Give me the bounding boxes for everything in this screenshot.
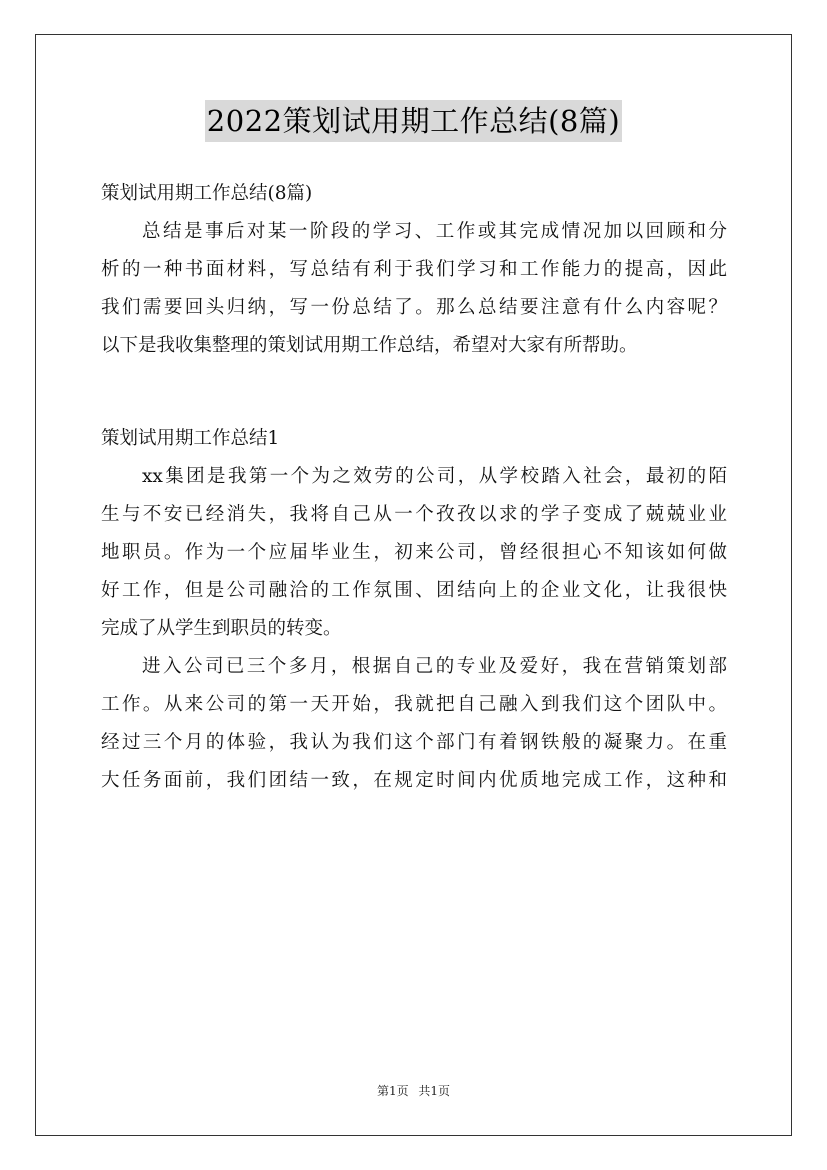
paragraph-line: 生与不安已经消失，我将自己从一个孜孜以求的学子变成了兢兢业业	[101, 504, 727, 525]
document-title: 2022策划试用期工作总结(8篇)	[205, 100, 622, 142]
document-body	[101, 175, 727, 800]
paragraph-line: 地职员。作为一个应届毕业生，初来公司，曾经很担心不知该如何做	[101, 542, 727, 563]
paragraph-line: 好工作，但是公司融洽的工作氛围、团结向上的企业文化，让我很快	[101, 580, 727, 601]
paragraph-line: 析的一种书面材料，写总结有利于我们学习和工作能力的提高，因此	[101, 259, 727, 280]
paragraph-line: 总结是事后对某一阶段的学习、工作或其完成情况加以回顾和分	[142, 221, 727, 242]
paragraph-line: 大任务面前，我们团结一致，在规定时间内优质地完成工作，这种和	[101, 770, 727, 791]
paragraph-line: 我们需要回头归纳，写一份总结了。那么总结要注意有什么内容呢？	[101, 297, 727, 318]
paragraph-line: 经过三个月的体验，我认为我们这个部门有着钢铁般的凝聚力。在重	[101, 732, 727, 753]
section1-paragraph-2	[101, 648, 727, 800]
title-container	[0, 100, 827, 142]
paragraph-line: 以下是我收集整理的策划试用期工作总结，希望对大家有所帮助。	[101, 335, 638, 356]
section-heading: 策划试用期工作总结1	[101, 428, 280, 449]
paragraph-line: 工作。从来公司的第一天开始，我就把自己融入到我们这个团队中。	[101, 694, 727, 715]
document-subtitle: 策划试用期工作总结(8篇)	[101, 183, 313, 204]
paragraph-line: 完成了从学生到职员的转变。	[101, 618, 342, 639]
page-footer	[0, 1082, 827, 1099]
page-number: 第1页	[376, 1084, 409, 1098]
section1-paragraph-1	[101, 458, 727, 648]
paragraph-line: 进入公司已三个多月，根据自己的专业及爱好，我在营销策划部	[142, 656, 727, 677]
paragraph-line: xx集团是我第一个为之效劳的公司，从学校踏入社会，最初的陌	[142, 466, 727, 487]
page-total: 共1页	[418, 1084, 451, 1098]
intro-paragraph	[101, 213, 727, 365]
section-spacer	[101, 365, 727, 420]
